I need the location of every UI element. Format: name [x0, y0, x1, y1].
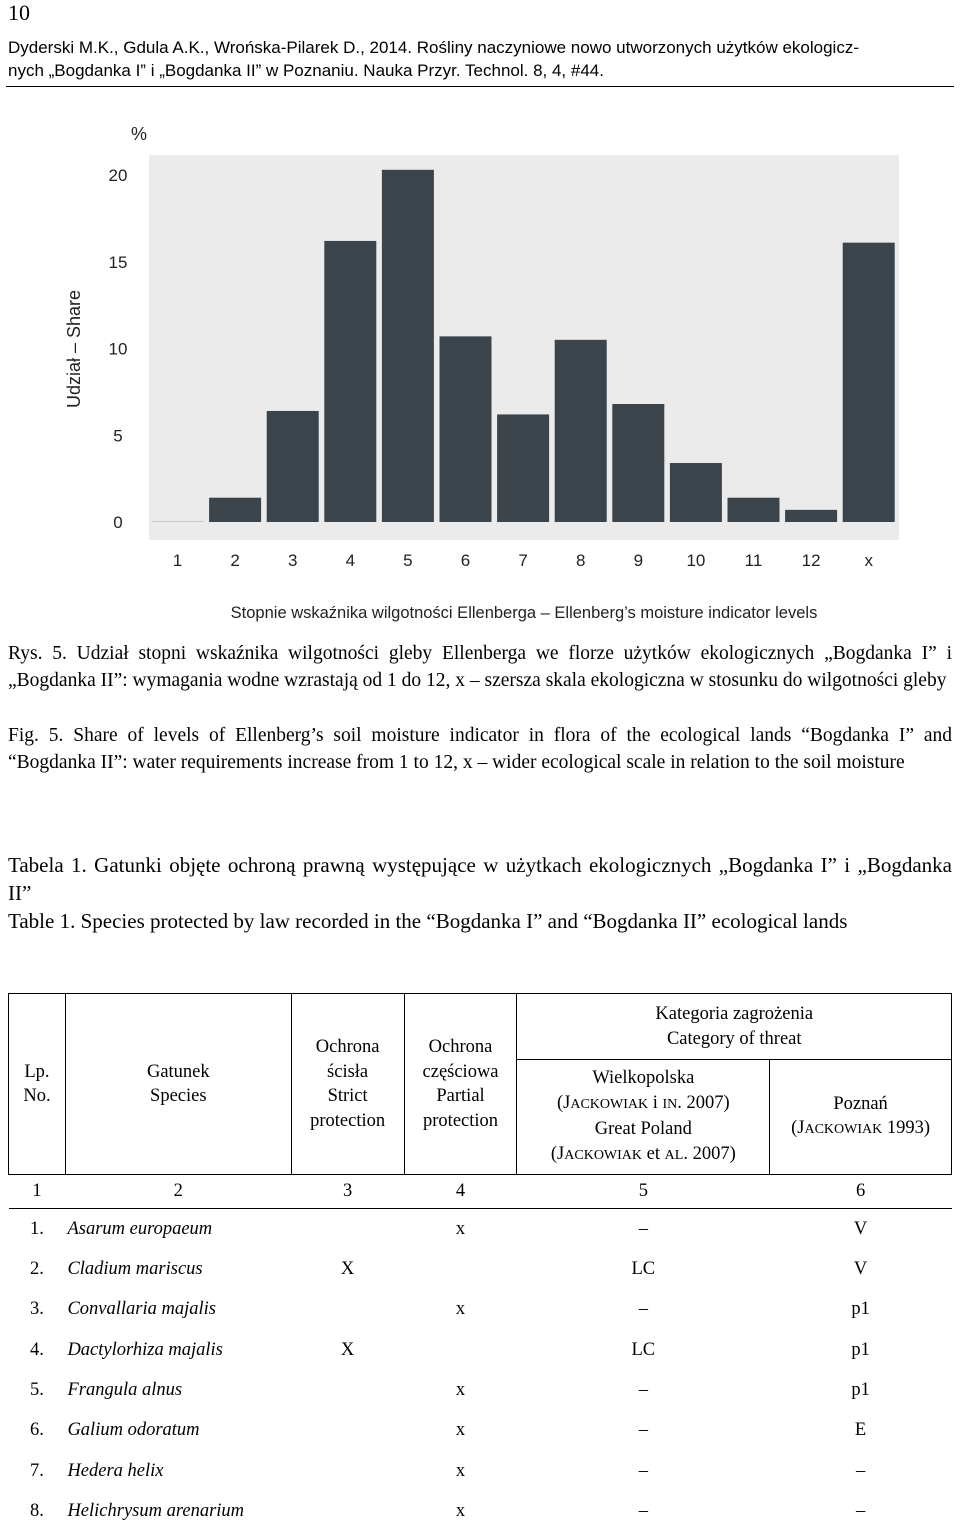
poznan-category: V [853, 1259, 868, 1280]
header-species-pl: Gatunek [146, 1061, 210, 1082]
species-name: Frangula alnus [67, 1380, 183, 1401]
bar-4 [324, 241, 376, 522]
wielkopolska-category: – [638, 1218, 648, 1239]
species-name: Galium odoratum [67, 1420, 200, 1441]
table-row [9, 1451, 952, 1491]
x-tick-label: 5 [403, 551, 413, 570]
header-lp [9, 994, 66, 1175]
x-tick-label: 1 [172, 551, 183, 570]
y-axis-title: Udział – Share [64, 289, 84, 409]
bar-10 [670, 463, 722, 522]
header-lp-pl: Lp. [24, 1061, 50, 1082]
strict-protection-cell [291, 1410, 404, 1450]
table-row [9, 1370, 952, 1410]
bar-1 [152, 521, 204, 522]
wielkopolska-category: – [638, 1299, 648, 1320]
row-number: 8. [30, 1500, 44, 1521]
species-name: Dactylorhiza majalis [67, 1339, 223, 1360]
header-species [65, 994, 291, 1175]
partial-protection-cell [404, 1249, 517, 1289]
column-number: 1 [9, 1175, 66, 1209]
x-axis-title: Stopnie wskaźnika wilgotności Ellenberga – Ellenberg’s moisture indicator levels [230, 604, 818, 622]
header-wlkp-ref: (JACKOWIAK i IN. 2007) [556, 1092, 730, 1113]
header-gp-ref: (JACKOWIAK et AL. 2007) [550, 1143, 736, 1164]
strict-protection-cell [291, 1370, 404, 1410]
strict-protection-cell: X [340, 1339, 355, 1360]
table-row [9, 1491, 952, 1531]
bar-9 [612, 404, 664, 522]
x-tick-label: 9 [633, 551, 644, 570]
species-name: Convallaria majalis [67, 1299, 216, 1320]
poznan-category: – [855, 1460, 866, 1481]
bar-3 [267, 411, 319, 522]
row-number: 1. [30, 1218, 44, 1239]
row-number: 2. [30, 1259, 44, 1280]
partial-protection-cell: x [455, 1460, 466, 1481]
x-tick-label: 2 [230, 551, 240, 570]
header-poz-name: Poznań [833, 1093, 888, 1114]
partial-protection-cell [404, 1330, 517, 1370]
row-number: 3. [30, 1299, 44, 1320]
strict-protection-cell [291, 1491, 404, 1531]
table-row [9, 1290, 952, 1330]
poznan-category: V [853, 1218, 868, 1239]
partial-protection-cell: x [455, 1420, 466, 1441]
y-tick-label: 20 [108, 166, 128, 185]
x-tick-label: 3 [287, 551, 298, 570]
y-tick-labels [109, 166, 128, 532]
x-tick-label: 12 [801, 551, 821, 570]
y-tick-label: 10 [108, 339, 128, 359]
figure-caption-pl: Rys. 5. Udział stopni wskaźnika wilgotności gleby Ellenberga we florze użytków ekologicznych „Bogdanka I” i „Bogdanka II”: wymagania wodne wzrastają od 1 do 12, x – szersza skala ekologiczna w stosunku do wilgotności gleby [8, 643, 952, 691]
bar-11 [728, 498, 780, 522]
x-tick-label: x [864, 551, 873, 570]
column-number: 4 [404, 1175, 517, 1209]
header-threat-en: Category of threat [666, 1028, 802, 1049]
bar-7 [497, 414, 549, 522]
row-number: 5. [30, 1380, 44, 1401]
y-tick-label: 5 [113, 426, 123, 446]
species-name: Hedera helix [67, 1460, 164, 1481]
table-title-pl: Tabela 1. Gatunki objęte ochroną prawną występujące w użytkach ekologicznych „Bogdanka I” i „Bogdanka II” [8, 853, 952, 905]
x-tick-labels [173, 551, 874, 570]
poznan-category: E [854, 1420, 867, 1441]
wielkopolska-category: LC [631, 1339, 656, 1360]
header-partial-protection [404, 994, 517, 1175]
citation-line-1: Dyderski M.K., Gdula A.K., Wrońska-Pilarek D., 2014. Rośliny naczyniowe nowo utworzonych użytków ekologicz- [8, 38, 859, 57]
header-species-en: Species [150, 1086, 207, 1106]
header-partial-pl-1: Ochrona [428, 1037, 493, 1057]
table-row [9, 1330, 952, 1370]
header-strict-protection [291, 994, 404, 1175]
header-partial-pl-2: częściowa [422, 1061, 499, 1082]
column-number-row [9, 1175, 952, 1209]
header-poz-ref: (JACKOWIAK 1993) [791, 1118, 931, 1138]
figure-caption-en: Fig. 5. Share of levels of Ellenberg’s soil moisture indicator in flora of the ecological lands “Bogdanka I” and “Bogdanka II”: water requirements increase from 1 to 12, x – wider ecological scale in relation to the soil moisture [8, 725, 952, 773]
x-tick-label: 8 [575, 551, 586, 570]
header-threat-pl: Kategoria zagrożenia [655, 1004, 814, 1024]
wielkopolska-category: – [638, 1500, 648, 1521]
strict-protection-cell [291, 1451, 404, 1491]
running-head [8, 36, 952, 82]
bar-5 [382, 170, 434, 522]
header-strict-en-1: Strict [327, 1086, 368, 1106]
bar-8 [555, 340, 607, 522]
strict-protection-cell [291, 1209, 404, 1250]
header-threat-category [517, 994, 952, 1060]
bar-chart [0, 110, 960, 630]
table-title-en: Table 1. Species protected by law recorded in the “Bogdanka I” and “Bogdanka II” ecological lands [8, 909, 848, 933]
x-tick-label: 11 [744, 551, 763, 570]
wielkopolska-category: – [638, 1460, 648, 1481]
protected-species-table [8, 993, 952, 1531]
poznan-category: p1 [851, 1339, 870, 1360]
x-tick-label: 6 [460, 551, 471, 570]
header-wlkp-name: Wielkopolska [592, 1068, 695, 1088]
header-poznan [770, 1060, 952, 1175]
header-wielkopolska [517, 1060, 770, 1175]
poznan-category: p1 [851, 1380, 870, 1401]
poznan-category: – [855, 1500, 866, 1521]
bar-x [843, 243, 895, 522]
wielkopolska-category: – [638, 1380, 648, 1401]
header-strict-en-2: protection [310, 1110, 386, 1131]
species-name: Helichrysum arenarium [67, 1500, 245, 1521]
y-tick-label: 0 [113, 513, 123, 532]
table-row [9, 1209, 952, 1250]
column-number: 5 [517, 1175, 770, 1209]
wielkopolska-category: LC [631, 1259, 656, 1280]
strict-protection-cell [291, 1290, 404, 1330]
page-number: 10 [8, 0, 30, 25]
table-row [9, 1249, 952, 1289]
table-row [9, 1410, 952, 1450]
header-strict-pl-1: Ochrona [315, 1037, 380, 1057]
column-number: 6 [770, 1175, 952, 1209]
header-gp-name: Great Poland [594, 1119, 692, 1139]
x-tick-label: 7 [518, 551, 528, 570]
bar-6 [440, 336, 492, 522]
partial-protection-cell: x [455, 1218, 466, 1239]
header-lp-en: No. [23, 1086, 51, 1106]
header-partial-en-1: Partial [436, 1086, 485, 1106]
bar-12 [785, 510, 837, 522]
row-number: 6. [30, 1420, 44, 1441]
poznan-category: p1 [851, 1299, 870, 1320]
citation-line-2: nych „Bogdanka I” i „Bogdanka II” w Poznaniu. Nauka Przyr. Technol. 8, 4, #44. [8, 61, 604, 80]
strict-protection-cell: X [340, 1259, 355, 1280]
species-name: Cladium mariscus [67, 1259, 203, 1280]
bar-2 [209, 498, 261, 522]
header-strict-pl-2: ścisła [327, 1061, 369, 1082]
wielkopolska-category: – [638, 1420, 648, 1441]
header-partial-en-2: protection [423, 1110, 499, 1131]
header-rule [6, 86, 954, 87]
species-name: Asarum europaeum [67, 1218, 213, 1239]
column-number: 3 [291, 1175, 404, 1209]
column-number: 2 [65, 1175, 291, 1209]
partial-protection-cell: x [455, 1380, 466, 1401]
row-number: 4. [30, 1339, 44, 1360]
row-number: 7. [30, 1460, 44, 1481]
x-tick-label: 4 [345, 551, 356, 570]
x-tick-label: 10 [686, 551, 706, 570]
partial-protection-cell: x [455, 1299, 466, 1320]
partial-protection-cell: x [455, 1500, 466, 1521]
y-unit-label: % [130, 124, 148, 144]
y-tick-label: 15 [108, 252, 128, 272]
